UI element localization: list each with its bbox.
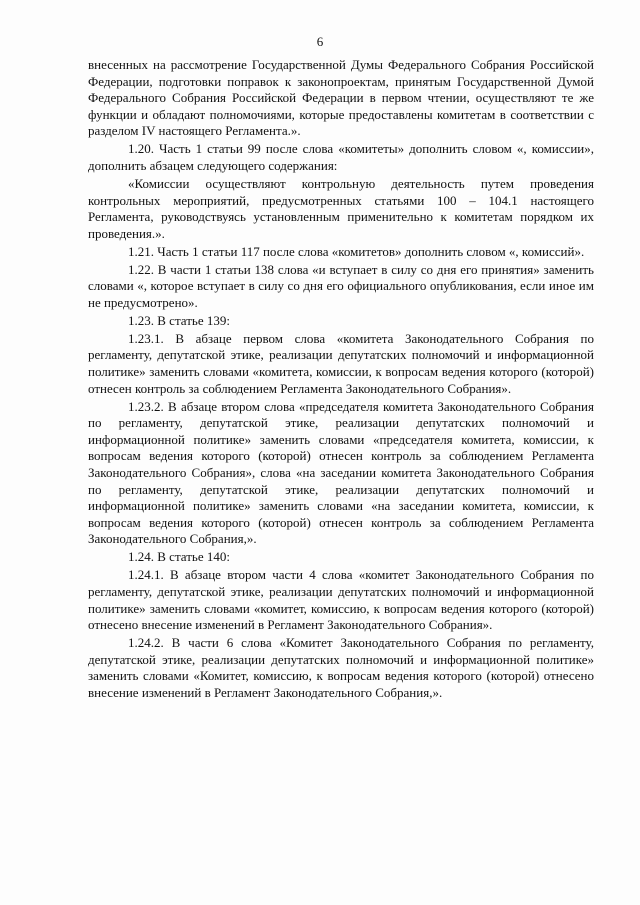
page-number: 6 <box>316 34 324 49</box>
paragraph-1-23-1: 1.23.1. В абзаце первом слова «комитета Законодательного Собрания по регламенту, депутатской этике, реализации депутатских полномочий и информационной политике» заменить словами «комитета, комиссии, к вопросам ведения которого (которой) отнесен контроль за соблюдением Регламента Законодательного Собрания». <box>88 330 594 396</box>
paragraph-1-22: 1.22. В части 1 статьи 138 слова «и вступает в силу со дня его принятия» заменить словами «, которое вступает в силу со дня его официального опубликования, если иное им не предусмотрено». <box>88 261 594 310</box>
paragraph-1-24-2: 1.24.2. В части 6 слова «Комитет Законодательного Собрания по регламенту, депутатской этике, реализации депутатских полномочий и информационной политике» заменить словами «Комитет, комиссию, к вопросам ведения которого (которой) отнесено внесение изменений в Регламент Законодательного Собрания,». <box>88 635 594 700</box>
document-body <box>88 57 594 703</box>
paragraph-1-20-quote: «Комиссии осуществляют контрольную деятельность путем проведения контрольных мероприятий, предусмотренных статьями 100 – 104.1 настоящего Регламента, руководствуясь установленным применительно к комитетам порядком их проведения.». <box>88 175 594 241</box>
paragraph-1-23: 1.23. В статье 139: <box>128 312 230 328</box>
paragraph-continuation: внесенных на рассмотрение Государственной Думы Федерального Собрания Российской Федерации, подготовки поправок к законопроектам, принятым Государственной Думой Федерального Собрания Российской Федерации в первом чтении, осуществляют те же функции и обладают полномочиями, которые предоставлены комитетам в соответствии с разделом IV настоящего Регламента.». <box>88 57 594 139</box>
paragraph-1-21: 1.21. Часть 1 статьи 117 после слова «комитетов» дополнить словом «, комиссий». <box>128 243 585 259</box>
paragraph-1-20: 1.20. Часть 1 статьи 99 после слова «комитеты» дополнить словом «, комиссии», дополнить абзацем следующего содержания: <box>88 141 594 173</box>
paragraph-1-24-1: 1.24.1. В абзаце втором части 4 слова «комитет Законодательного Собрания по регламенту, депутатской этике, реализации депутатских полномочий и информационной политике» заменить словами «комитет, комиссию, к вопросам ведения которого (которой) отнесено внесение изменений в Регламент Законодательного Собрания». <box>88 567 594 633</box>
paragraph-1-23-2: 1.23.2. В абзаце втором слова «председателя комитета Законодательного Собрания по регламенту, депутатской этике, реализации депутатских полномочий и информационной политике» заменить словами «председателя комитета, комиссии, к вопросам ведения которого (которой) отнесен контроль за соблюдением Регламента Законодательного Собрания», слова «на заседании комитета Законодательного Собрания по регламенту, депутатской этике, реализации депутатских полномочий и информационной политике» заменить словами «на заседании комитета, комиссии, к вопросам ведения которого (которой) отнесен контроль за соблюдением Регламента Законодательного Собрания,». <box>88 398 594 547</box>
paragraph-1-24: 1.24. В статье 140: <box>128 549 230 565</box>
